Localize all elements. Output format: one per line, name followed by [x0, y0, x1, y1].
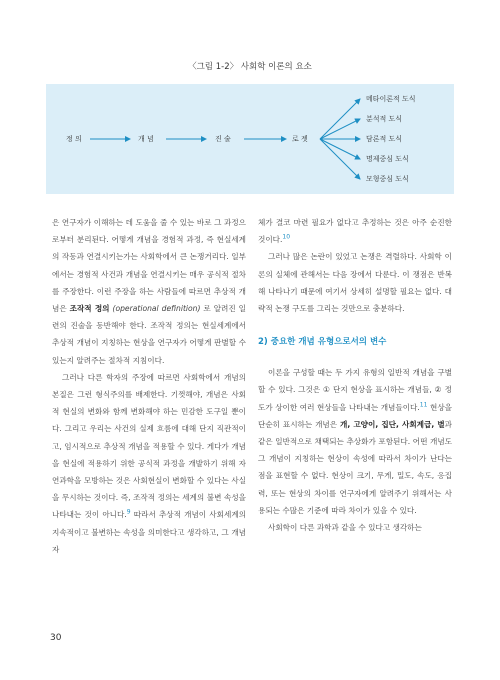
left-paragraph-1: 은 연구자가 이해하는 데 도움을 줄 수 있는 바로 그 과정으로부터 분리된다. 어떻게 개념을 경험적 과정, 즉 현실세계의 작동과 연결시키는가는 사회학에서 큰 논쟁거리다. 일부에서는 경험적 사건과 개념을 연결시키는 매우 공식적 절차를 주장한다. 이런 주장을 하는 사람들에 따르면 추상적 개념은 조작적 정의 (operational definition) 로 알려진 일련의 진술을 동반해야 한다. 조작적 정의는 현실세계에서 추상적 개념이 지칭하는 현상을 연구자가 어떻게 판별할 수 있는지 알려주는 절차적 지침이다. [52, 218, 247, 365]
right-paragraph-1: 체가 결코 마련 필요가 없다고 추정하는 것은 아주 순진한 것이다.$^{10}$ [258, 218, 452, 245]
term-english: (operational definition) [112, 304, 201, 314]
node-format: 로 젯 [292, 135, 308, 143]
left-paragraph-2: 그러나 다른 학자의 주장에 따르면 사회학에서 개념의 본질은 그런 형식주의를 배제한다. 기껏해야, 개념은 사회적 현실의 변화와 함께 변화해야 하는 민감한 도구일 뿐이다. 그리고 우리는 사건의 실제 흐름에 대해 단지 직관적이고, 임시적으로 추상적 개념을 적용할 수 있다. 게다가 개념을 현실에 적용하기 위한 공식적 과정을 개발하기 위해 자연과학을 모방하는 것은 사회현실이 변화할 수 있다는 사실을 무시하는 것이다. 즉, 조작적 정의는 세계의 불변 속성을 나타내는 것이 아니다.$^9$ 따라서 추상적 개념이 사회세계의 지속적이고 불변하는 속성을 의미한다고 생각하고, 그 개념 자 [52, 372, 246, 554]
right-paragraph-3: 이론을 구성할 때는 두 가지 유형의 일반적 개념을 구별할 수 있다. 그것은 ① 단지 현상을 표시하는 개념들, ② 정도가 상이한 여러 현상들을 나타내는 개념들이다.$^{11}$ 현상을 단순히 표시하는 개념은 개, 고양이, 집단, 사회계급, 별과 같은 일반적으로 채택되는 추상화가 포함된다. 어떤 개념도 그 개념이 지칭하는 현상이 속성에 따라서 차이가 난다는 점을 표현할 수 없다. 현상이 크기, 무게, 밀도, 속도, 응집력, 또는 현상의 차이를 연구자에게 알려주기 위해서는 사용되는 수많은 기준에 따라 차이가 있을 수 있다. [258, 368, 452, 515]
branch-analytical: 분석적 도식 [366, 115, 403, 123]
arrow-branch-5 [320, 139, 360, 179]
right-paragraph-4: 사회학이 다른 과학과 같을 수 있다고 생각하는 [268, 523, 422, 533]
footnote-ref[interactable]: 10 [282, 233, 291, 241]
page-number: 30 [50, 633, 62, 643]
node-statement: 진 술 [215, 135, 231, 143]
section-heading: 2) 중요한 개념 유형으로서의 변수 [258, 337, 387, 348]
footnote-ref[interactable]: 11 [419, 401, 428, 409]
node-concept: 개 념 [138, 135, 154, 143]
term-examples: 개, 고양이, 집단, 사회계급, 별 [340, 419, 445, 429]
right-column [258, 214, 452, 536]
arrow-branch-2 [320, 119, 360, 139]
node-definition: 정 의 [66, 135, 82, 143]
branch-propositional: 명제중심 도식 [366, 155, 409, 163]
arrow-branch-4 [320, 139, 360, 159]
theory-elements-diagram [46, 84, 454, 194]
arrow-branch-1 [320, 99, 360, 139]
right-paragraph-2: 그러나 많은 논란이 있었고 논쟁은 격렬하다. 사회학 이론의 실체에 관해서는 다음 장에서 다룬다. 이 쟁점은 반복해 나타나기 때문에 여기서 상세히 설명할 필요는 없다. 대략적 논쟁 구도를 그리는 것만으로 충분하다. [258, 252, 452, 314]
term-operational-definition: 조작적 정의 [69, 304, 110, 314]
left-column [52, 214, 246, 558]
footnote-ref[interactable]: 9 [126, 508, 131, 516]
branch-modeling: 모형중심 도식 [366, 175, 409, 183]
branch-metatheoretical: 메타이론적 도식 [366, 95, 416, 103]
figure-title: 〈그림 1-2〉 사회학 이론의 요소 [188, 62, 312, 72]
branch-discursive: 담론적 도식 [366, 135, 403, 143]
